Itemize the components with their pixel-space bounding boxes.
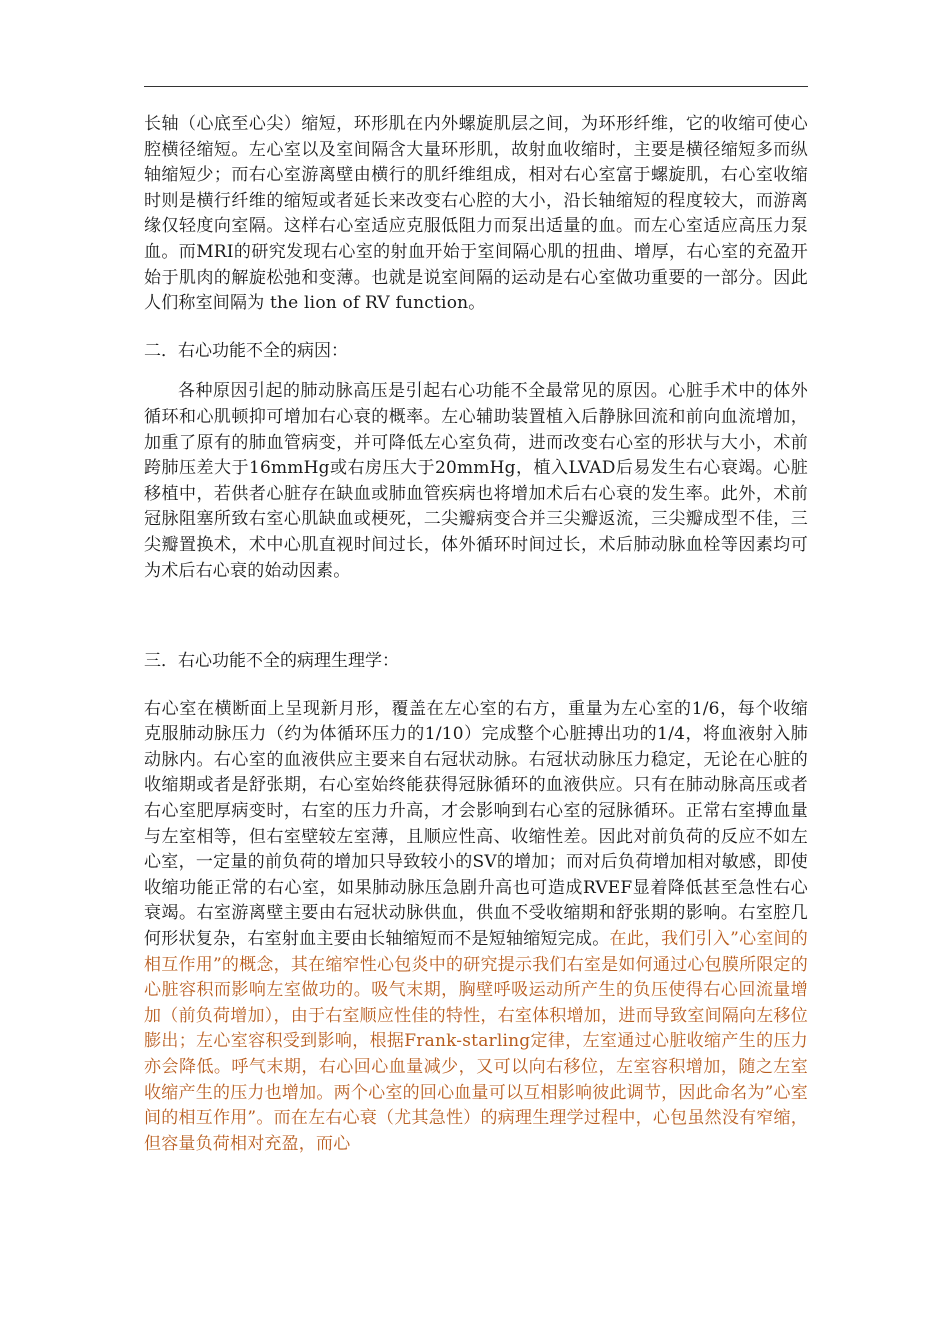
section-heading-etiology: 二．右心功能不全的病因： [144,340,348,361]
paragraph-etiology: 各种原因引起的肺动脉高压是引起右心功能不全最常见的原因。心脏手术中的体外循环和心肌顿抑可增加右心衰的概率。左心辅助装置植入后静脉回流和前向血流增加，加重了原有的肺血管病变，并可降低左心室负荷，进而改变右心室的形状与大小，术前跨肺压差大于16mmHg或右房压大于20mmHg，植入LVAD后易发生右心衰竭。心脏移植中，若供者心脏存在缺血或肺血管疾病也将增加术后右心衰的发生率。此外，术前冠脉阻塞所致右室心肌缺血或梗死，二尖瓣病变合并三尖瓣返流，三尖瓣成型不佳，三尖瓣置换术，术中心肌直视时间过长，体外循环时间过长，术后肺动脉血栓等因素均可为术后右心衰的始动因素。 [144,381,808,581]
section-heading-pathophysiology: 三．右心功能不全的病理生理学： [144,651,399,672]
paragraph-ventricle-structure: 长轴（心底至心尖）缩短，环形肌在内外螺旋肌层之间，为环形纤维，它的收缩可使心腔横径缩短。左心室以及室间隔含大量环形肌，故射血收缩时，主要是横径缩短多而纵轴缩短少；而右心室游离壁由横行的肌纤维组成，相对右心室富于螺旋肌，右心室收缩时则是横行纤维的缩短或者延长来改变右心腔的大小，沿长轴缩短的程度较大，而游离缘仅轻度向室隔。这样右心室适应克服低阻力而泵出适量的血。而左心室适应高压力泵血。而MRI的研究发现右心室的射血开始于室间隔心肌的扭曲、增厚，右心室的充盈开始于肌肉的解旋松弛和变薄。也就是说室间隔的运动是右心室做功重要的一部分。因此人们称室间隔为 the lion of RV function。 [144,114,808,314]
document-body [144,112,808,1157]
header-rule [144,86,808,87]
pathophysiology-main-text: 右心室在横断面上呈现新月形，覆盖在左心室的右方，重量为左心室的1/6，每个收缩克服肺动脉压力（约为体循环压力的1/10）完成整个心脏搏出功的1/4，将血液射入肺动脉内。右心室的血液供应主要来自右冠状动脉。右冠状动脉压力稳定，无论在心脏的收缩期或者是舒张期，右心室始终能获得冠脉循环的血液供应。只有在肺动脉高压或者右心室肥厚病变时，右室的压力升高，才会影响到右心室的冠脉循环。正常右室搏血量与左室相等，但右室壁较左室薄，且顺应性高、收缩性差。因此对前负荷的反应不如左心室，一定量的前负荷的增加只导致较小的SV的增加；而对后负荷增加相对敏感，即使收缩功能正常的右心室，如果肺动脉压急剧升高也可造成RVEF显着降低甚至急性右心衰竭。右室游离壁主要由右冠状动脉供血，供血不受收缩期和舒张期的影响。右室腔几何形状复杂，右室射血主要由长轴缩短而不是短轴缩短完成。 [144,698,808,950]
paragraph-pathophysiology [144,697,808,1158]
ventricular-interaction-text: 在此，我们引入”心室间的相互作用”的概念，其在缩窄性心包炎中的研究提示我们右室是如何通过心包膜所限定的心脏容积而影响左室做功的。吸气末期，胸壁呼吸运动所产生的负压使得右心回流量增加（前负荷增加），由于右室顺应性佳的特性，右室体积增加，进而导致室间隔向左移位膨出；左心室容积受到影响，根据Frank-starling定律，左室通过心脏收缩产生的压力亦会降低。呼气末期，右心回心血量减少，又可以向右移位，左室容积增加，随之左室收缩产生的压力也增加。两个心室的回心血量可以互相影响彼此调节，因此命名为”心室间的相互作用”。而在左右心衰（尤其急性）的病理生理学过程中，心包虽然没有窄缩，但容量负荷相对充盈，而心 [144,929,808,1154]
